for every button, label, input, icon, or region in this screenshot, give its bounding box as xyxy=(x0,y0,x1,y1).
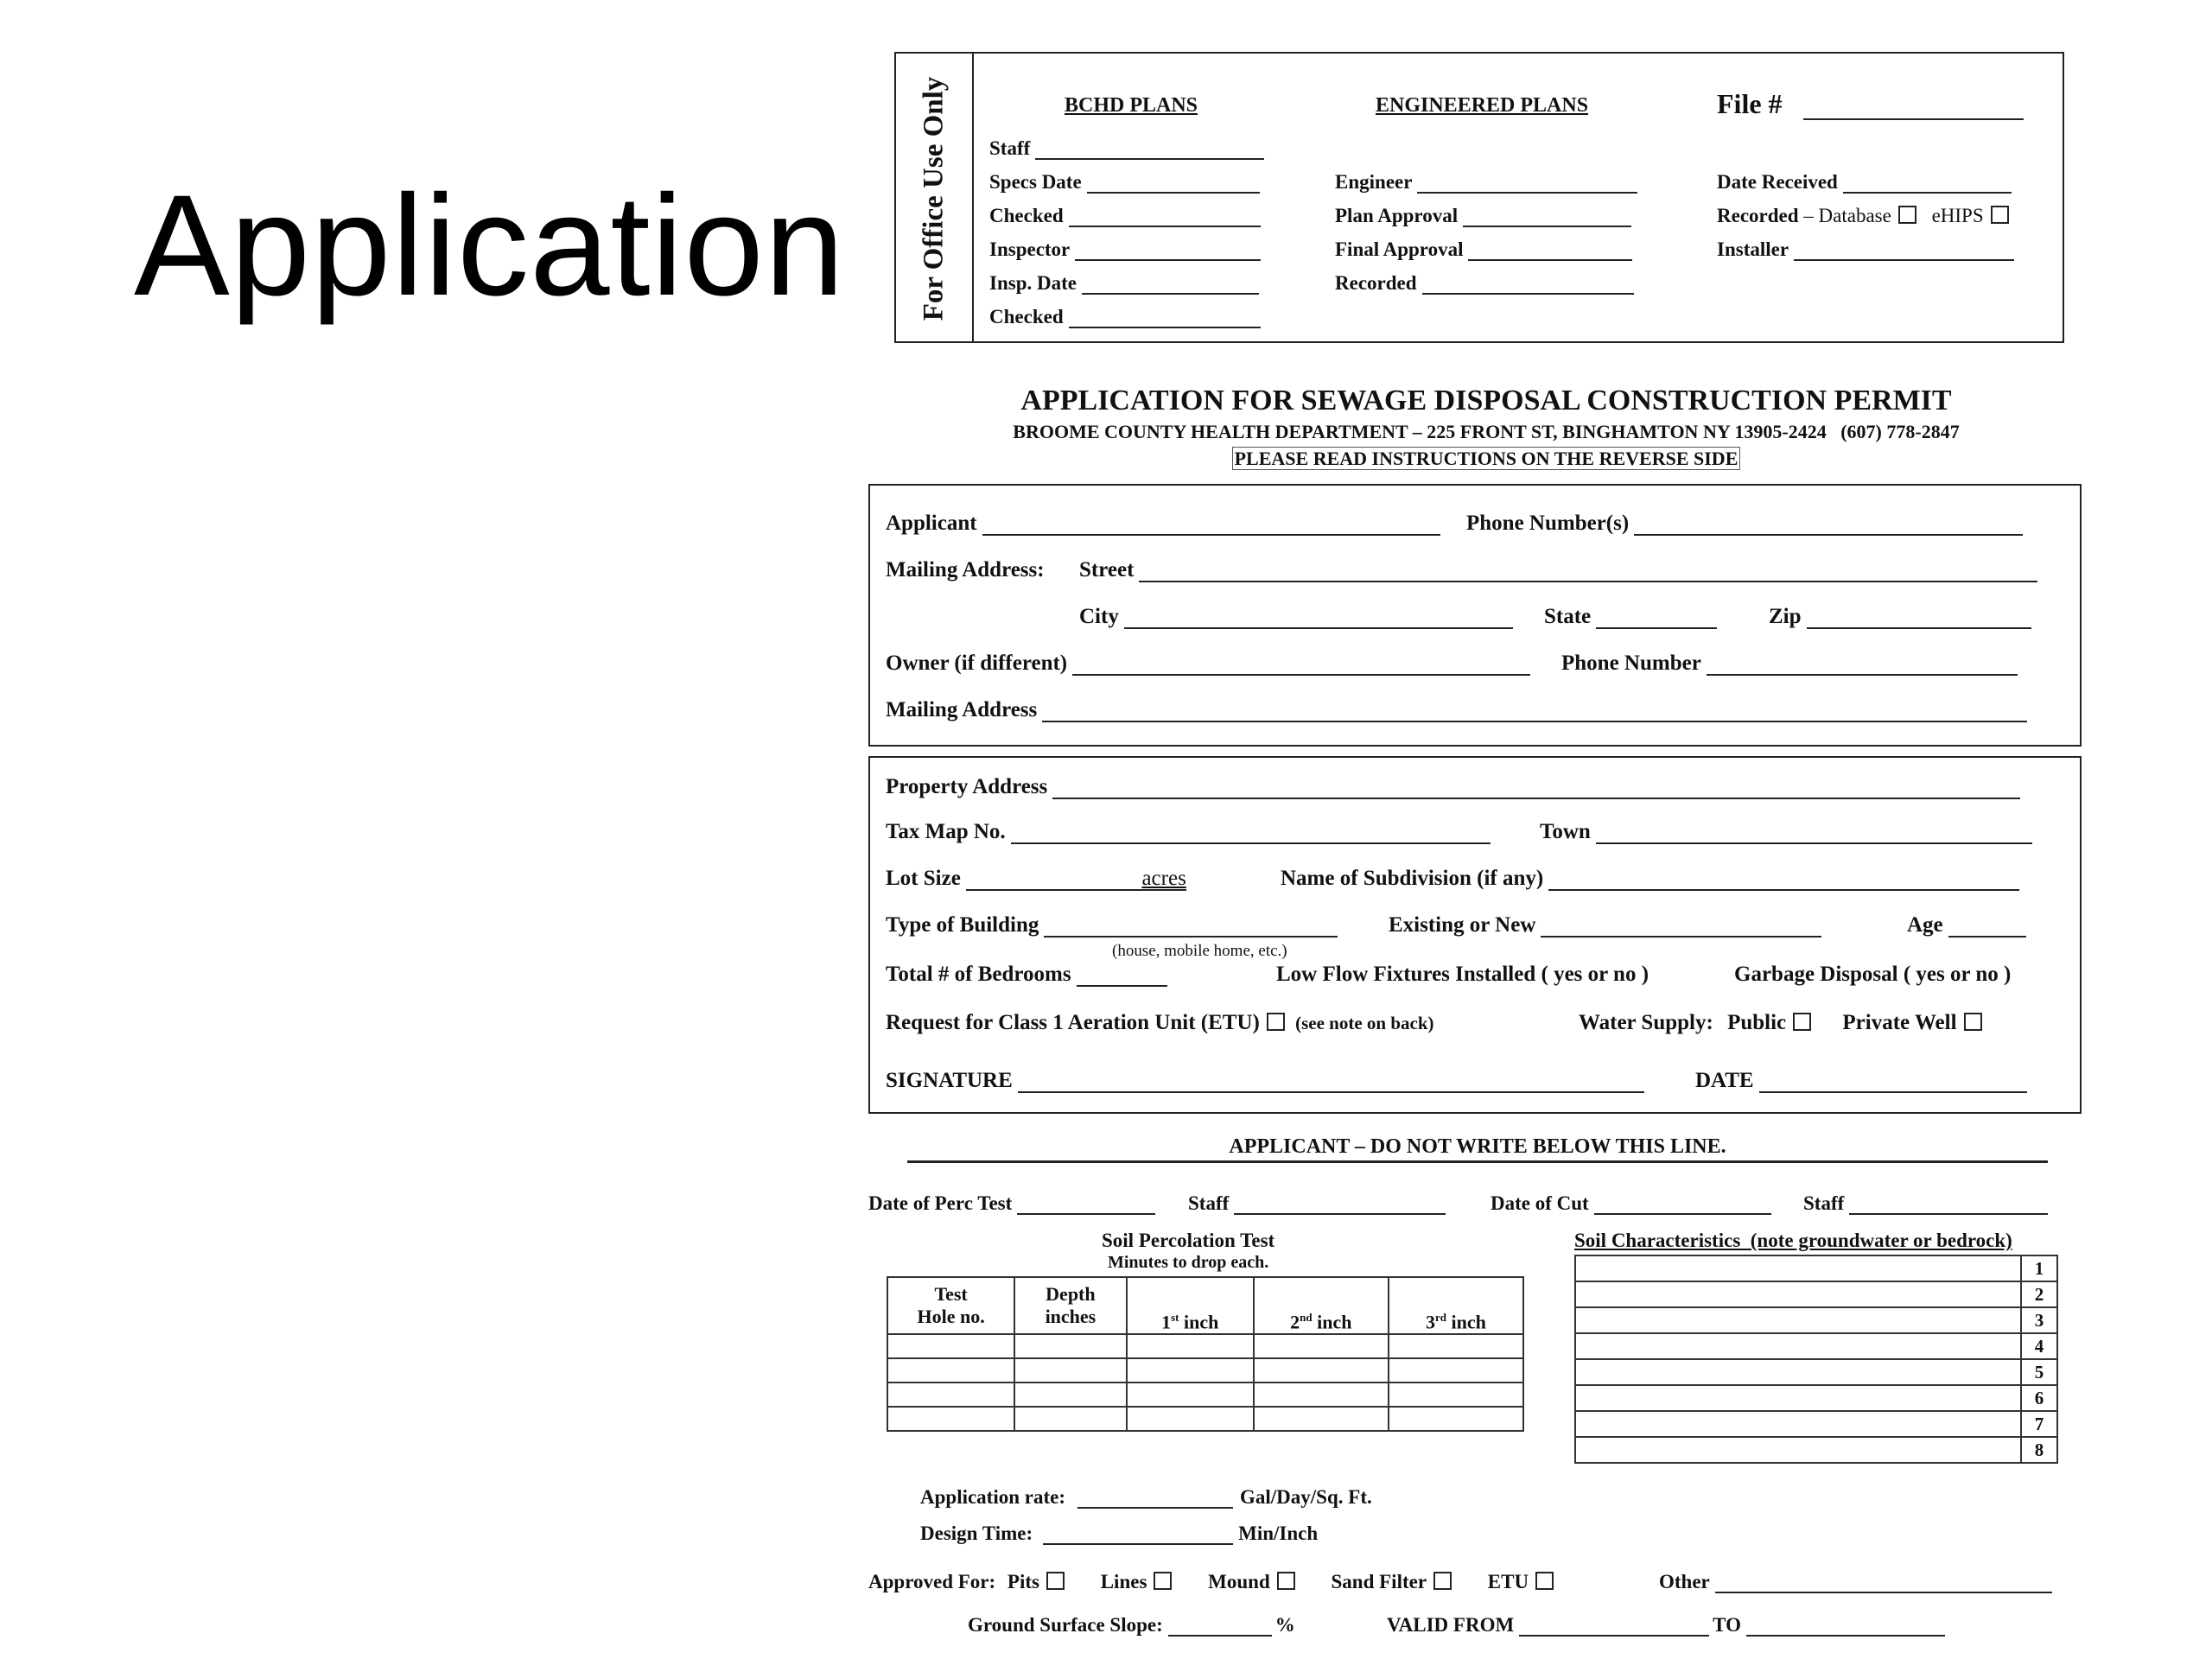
soil-row: 1 xyxy=(1575,1255,2057,1281)
col-depth: Depth inches xyxy=(1014,1277,1126,1334)
col-3rd-inch: 3rd inch xyxy=(1389,1277,1523,1334)
lot-size-field[interactable]: Lot Size acres xyxy=(886,867,1186,890)
lines-checkbox[interactable] xyxy=(1154,1572,1172,1590)
bchd-heading: BCHD PLANS xyxy=(1065,94,1198,117)
sand-filter-checkbox[interactable] xyxy=(1433,1572,1452,1590)
garbage-disposal-label: Garbage Disposal ( yes or no ) xyxy=(1734,963,2012,986)
applicant-box xyxy=(868,484,2082,747)
bchd-checked2-field[interactable]: Checked xyxy=(989,306,1261,328)
street-field[interactable]: Street xyxy=(1079,558,2037,582)
owner-phone-field[interactable]: Phone Number xyxy=(1561,652,2018,676)
phone-numbers-field[interactable]: Phone Number(s) xyxy=(1466,512,2023,536)
owner-mailing-field[interactable]: Mailing Address xyxy=(886,698,2027,722)
building-type-field[interactable]: Type of Building xyxy=(886,913,1338,938)
existing-new-field[interactable]: Existing or New xyxy=(1389,913,1821,938)
eng-final-approval-field[interactable]: Final Approval xyxy=(1335,238,1632,261)
soil-row: 7 xyxy=(1575,1411,2057,1437)
permit-form xyxy=(855,43,2117,1636)
department-line: BROOME COUNTY HEALTH DEPARTMENT – 225 FRONT ST, BINGHAMTON NY 13905-2424 (607) 778-2847 xyxy=(1013,421,1960,442)
eng-recorded-field[interactable]: Recorded xyxy=(1335,272,1634,295)
soil-row: 5 xyxy=(1575,1359,2057,1385)
private-well-checkbox[interactable] xyxy=(1964,1013,1982,1031)
perc-row xyxy=(887,1334,1523,1358)
instructions-notice xyxy=(855,448,2117,470)
date-received-field[interactable]: Date Received xyxy=(1717,171,2012,194)
age-field[interactable]: Age xyxy=(1907,913,2026,938)
signature-field[interactable]: SIGNATURE xyxy=(886,1069,1644,1093)
building-type-hint: (house, mobile home, etc.) xyxy=(1112,942,1287,960)
soil-row: 3 xyxy=(1575,1307,2057,1333)
design-time-field[interactable]: Design Time: Min/Inch xyxy=(920,1522,1319,1544)
class1-aeration-request: Request for Class 1 Aeration Unit (ETU) (see note on back) xyxy=(886,1011,1434,1034)
public-water-checkbox[interactable] xyxy=(1793,1013,1811,1031)
tax-map-field[interactable]: Tax Map No. xyxy=(886,820,1491,844)
mailing-address-label: Mailing Address: xyxy=(886,558,1045,582)
recorded-options: Recorded – Database eHIPS xyxy=(1717,205,2009,227)
perc-test-subtitle: Minutes to drop each. xyxy=(1108,1253,1269,1272)
col-2nd-inch: 2nd inch xyxy=(1254,1277,1389,1334)
ground-slope-field[interactable]: Ground Surface Slope: % xyxy=(968,1614,1295,1636)
bchd-specs-date-field[interactable]: Specs Date xyxy=(989,171,1260,194)
engineered-heading: ENGINEERED PLANS xyxy=(1376,94,1589,117)
bchd-inspector-field[interactable]: Inspector xyxy=(989,238,1261,261)
eng-engineer-field[interactable]: Engineer xyxy=(1335,171,1637,194)
perc-row xyxy=(887,1407,1523,1431)
form-title: APPLICATION FOR SEWAGE DISPOSAL CONSTRUCTION PERMIT xyxy=(1020,385,1952,416)
valid-from-field[interactable]: VALID FROM TO xyxy=(1387,1614,1945,1637)
installer-field[interactable]: Installer xyxy=(1717,238,2014,261)
cut-staff-field[interactable]: Staff xyxy=(1803,1192,2048,1215)
mound-checkbox[interactable] xyxy=(1277,1572,1295,1590)
eng-plan-approval-field[interactable]: Plan Approval xyxy=(1335,205,1631,227)
zip-field[interactable]: Zip xyxy=(1769,605,2031,629)
soil-characteristics-table xyxy=(1574,1255,2058,1464)
state-field[interactable]: State xyxy=(1544,605,1717,629)
slide-title: Application xyxy=(134,166,846,326)
file-number-label: File # xyxy=(1717,88,1783,119)
bedrooms-field[interactable]: Total # of Bedrooms xyxy=(886,963,1167,987)
database-checkbox[interactable] xyxy=(1898,206,1916,224)
soil-row: 8 xyxy=(1575,1437,2057,1463)
soil-row: 6 xyxy=(1575,1385,2057,1411)
city-field[interactable]: City xyxy=(1079,605,1513,629)
owner-field[interactable]: Owner (if different) xyxy=(886,652,1530,676)
perc-row xyxy=(887,1358,1523,1382)
soil-characteristics-title: Soil Characteristics (note groundwater or bedrock) xyxy=(1574,1230,2012,1251)
perc-staff-field[interactable]: Staff xyxy=(1188,1192,1446,1215)
application-rate-field[interactable]: Application rate: Gal/Day/Sq. Ft. xyxy=(920,1486,1372,1508)
perc-row xyxy=(887,1382,1523,1407)
perc-test-table xyxy=(887,1276,1524,1432)
class1-checkbox[interactable] xyxy=(1267,1013,1285,1031)
soil-row: 2 xyxy=(1575,1281,2057,1307)
perc-test-title: Soil Percolation Test xyxy=(1102,1230,1275,1251)
date-perc-test-field[interactable]: Date of Perc Test xyxy=(868,1192,1155,1215)
etu-checkbox[interactable] xyxy=(1535,1572,1554,1590)
approved-for-options: Approved For: Pits Lines Mound Sand Filter ETU xyxy=(868,1571,1554,1593)
date-of-cut-field[interactable]: Date of Cut xyxy=(1491,1192,1771,1215)
soil-row: 4 xyxy=(1575,1333,2057,1359)
town-field[interactable]: Town xyxy=(1540,820,2032,844)
property-address-field[interactable]: Property Address xyxy=(886,775,2020,799)
instructions-notice-text: PLEASE READ INSTRUCTIONS ON THE REVERSE SIDE xyxy=(1232,447,1741,470)
file-number-field[interactable] xyxy=(1717,88,2024,120)
do-not-write-divider: APPLICANT – DO NOT WRITE BELOW THIS LINE. xyxy=(907,1135,2048,1163)
col-test-hole: Test Hole no. xyxy=(887,1277,1014,1334)
bchd-insp-date-field[interactable]: Insp. Date xyxy=(989,272,1259,295)
office-use-box xyxy=(894,52,2064,343)
low-flow-label: Low Flow Fixtures Installed ( yes or no ) xyxy=(1276,963,1649,986)
pits-checkbox[interactable] xyxy=(1046,1572,1065,1590)
subdivision-field[interactable]: Name of Subdivision (if any) xyxy=(1281,867,2019,891)
col-1st-inch: 1st inch xyxy=(1127,1277,1254,1334)
applicant-field[interactable]: Applicant xyxy=(886,512,1440,536)
other-field[interactable]: Other xyxy=(1659,1571,2052,1593)
property-box xyxy=(868,756,2082,1114)
water-supply-options: Water Supply: Public Private Well xyxy=(1579,1011,1982,1035)
date-field[interactable]: DATE xyxy=(1695,1069,2027,1093)
bchd-staff-field[interactable]: Staff xyxy=(989,137,1264,160)
ehips-checkbox[interactable] xyxy=(1991,206,2009,224)
office-side-label: For Office Use Only xyxy=(918,76,950,321)
bchd-checked-field[interactable]: Checked xyxy=(989,205,1261,227)
office-side-strip xyxy=(896,54,974,341)
